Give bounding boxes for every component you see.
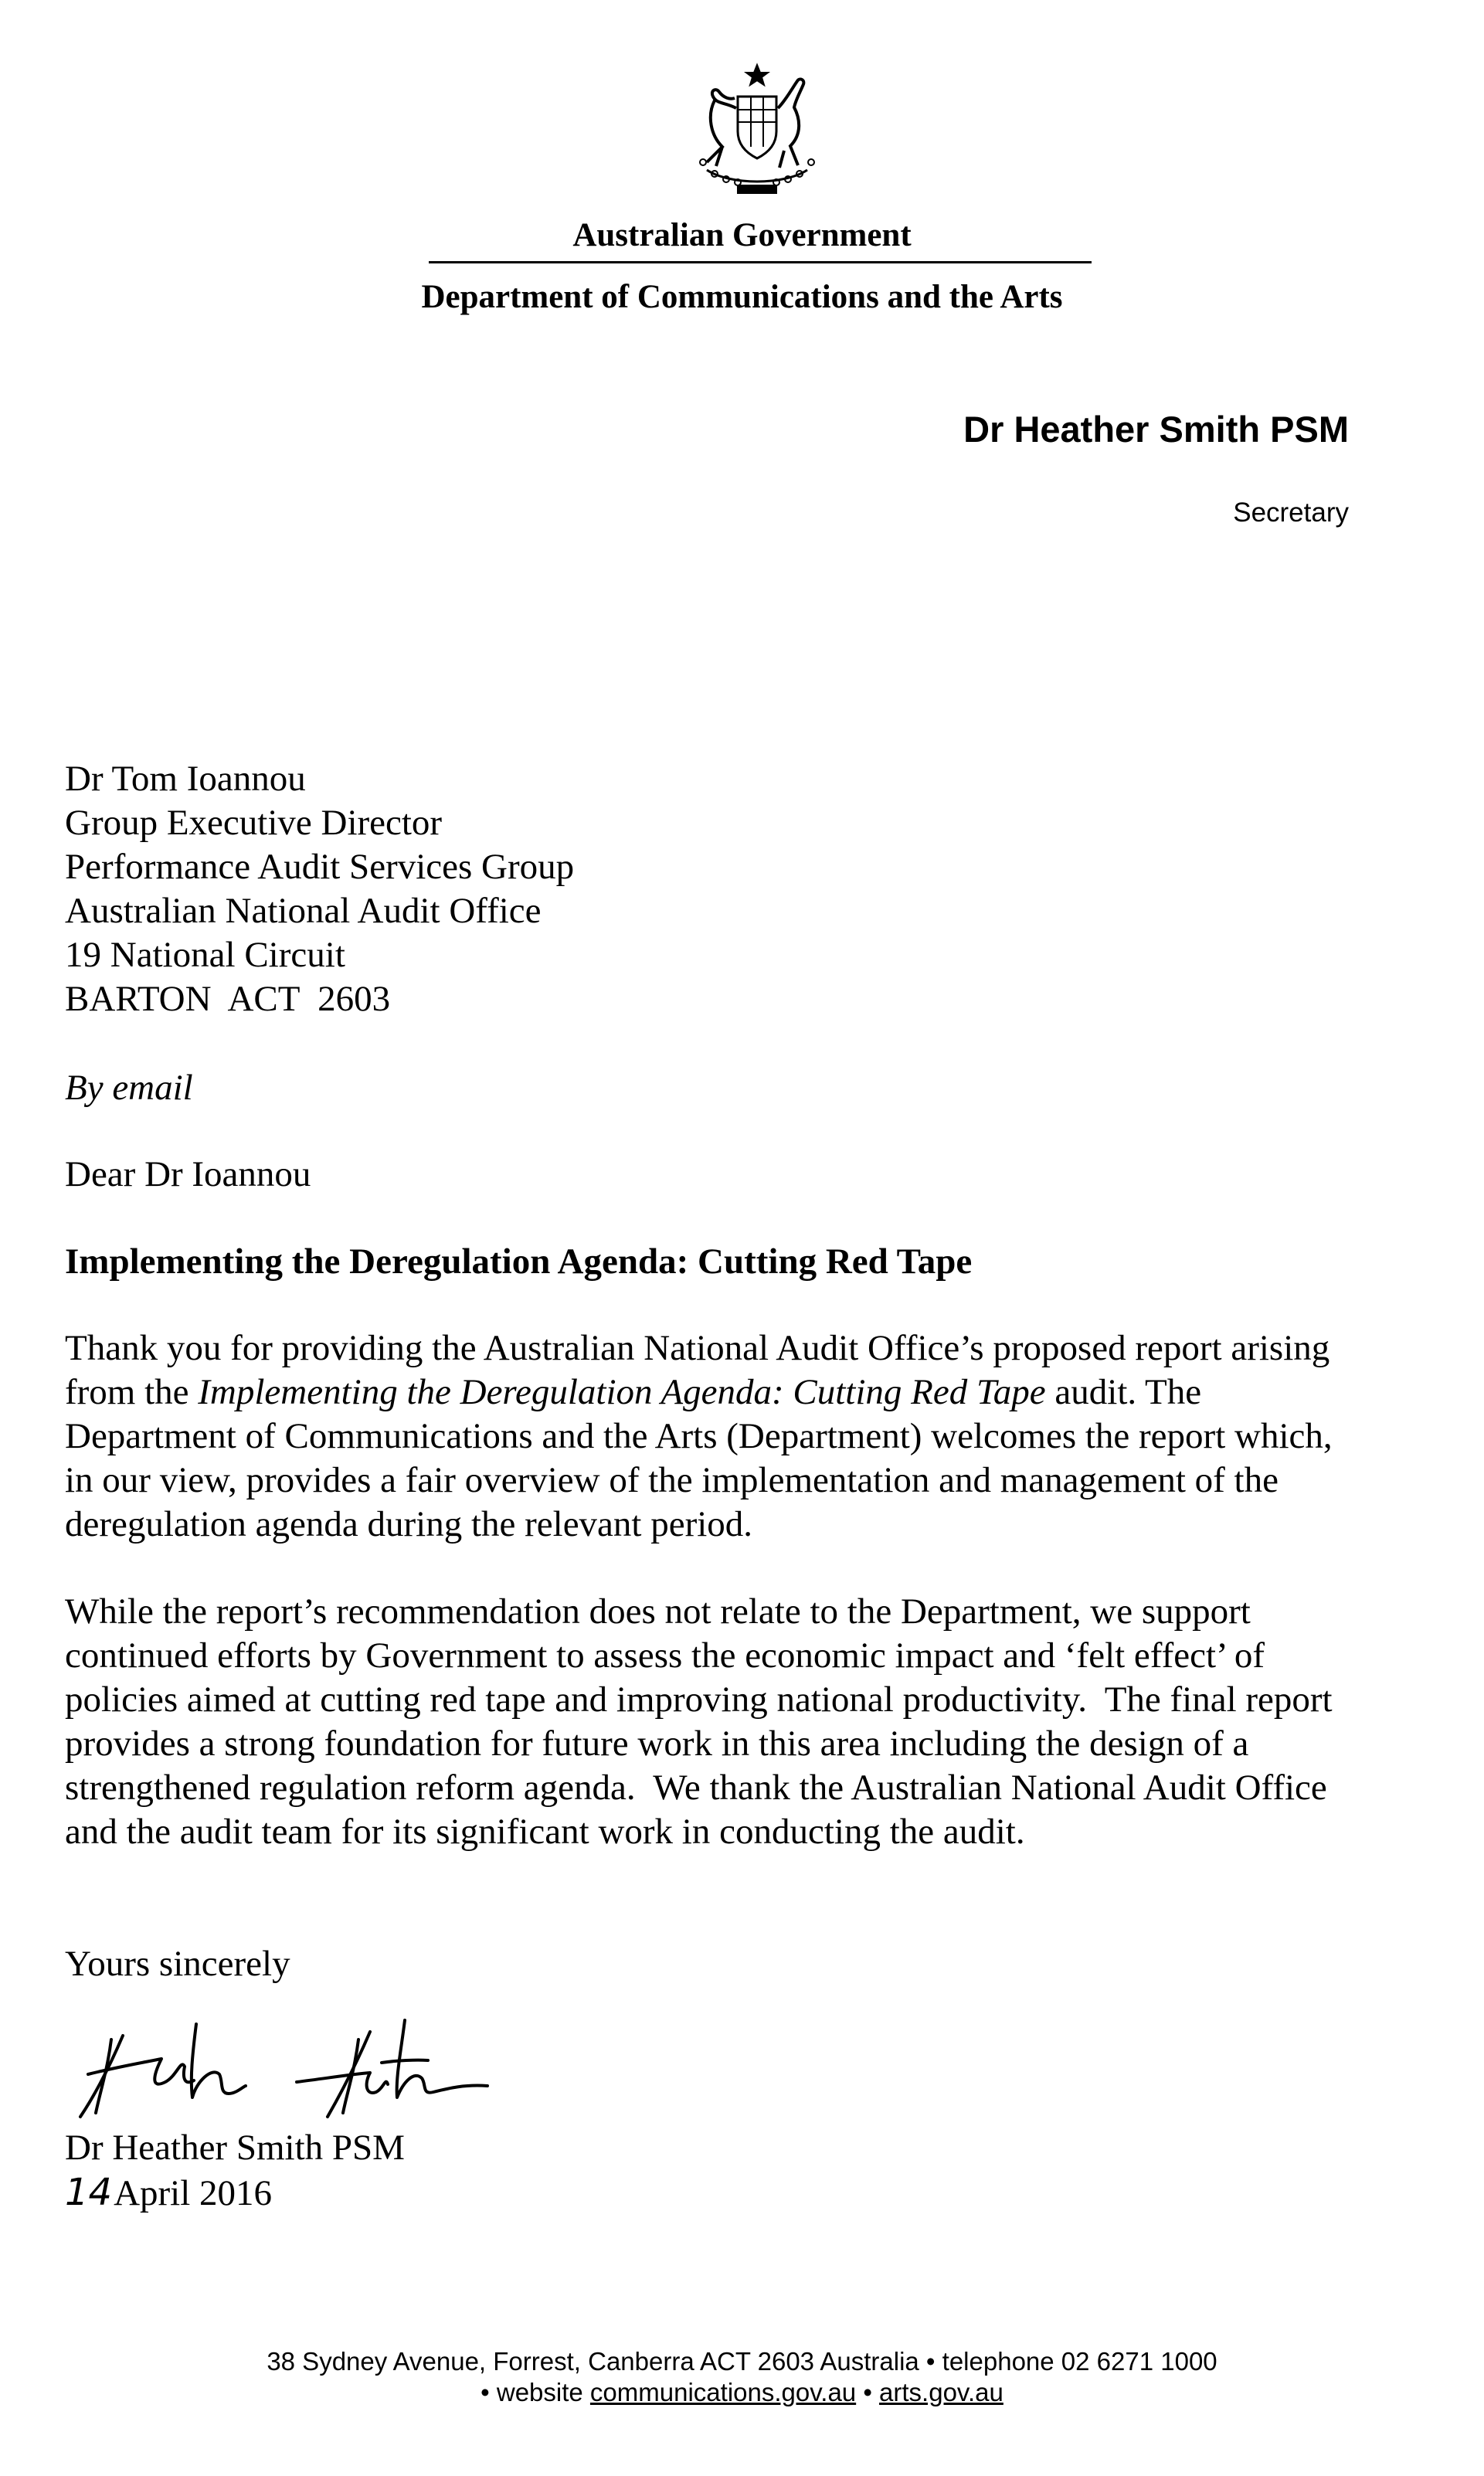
paragraph-line	[65, 1370, 1425, 1415]
website-label: • website	[481, 2378, 590, 2406]
paragraph-line: and the audit team for its significant work in conducting the audit.	[65, 1812, 1025, 1852]
coat-of-arms-icon	[660, 62, 854, 209]
sender-name: Dr Heather Smith PSM	[963, 409, 1349, 450]
signatory-name: Dr Heather Smith PSM	[65, 2128, 405, 2168]
paragraph-line: deregulation agenda during the relevant period.	[65, 1504, 753, 1544]
letterhead-rule	[429, 261, 1092, 263]
closing: Yours sincerely	[65, 1944, 290, 1984]
delivery-method: By email	[65, 1068, 193, 1108]
signature-date	[65, 2171, 272, 2216]
recipient-line: Australian National Audit Office	[65, 891, 542, 931]
salutation: Dear Dr Ioannou	[65, 1154, 311, 1194]
body-paragraph-2	[65, 1590, 1425, 1854]
report-title-italic: Implementing the Deregulation Agenda: Cutting Red Tape	[198, 1372, 1046, 1412]
recipient-line: 19 National Circuit	[65, 935, 345, 975]
recipient-line: BARTON ACT 2603	[65, 979, 391, 1019]
sender-title: Secretary	[1233, 498, 1349, 528]
text-run: from the	[65, 1372, 199, 1412]
website-link-arts[interactable]: arts.gov.au	[879, 2378, 1003, 2406]
handwritten-day: 14	[65, 2171, 113, 2214]
paragraph-line: in our view, provides a fair overview of the implementation and management of the	[65, 1460, 1279, 1500]
recipient-address	[65, 757, 574, 1021]
footer-address: 38 Sydney Avenue, Forrest, Canberra ACT 2603 Australia • telephone 02 6271 1000	[267, 2347, 1217, 2376]
subject-line: Implementing the Deregulation Agenda: Cutting Red Tape	[65, 1241, 973, 1282]
footer-separator: •	[856, 2378, 880, 2406]
paragraph-line: continued efforts by Government to assess the economic impact and ‘felt effect’ of	[65, 1635, 1265, 1676]
text-run: audit. The	[1045, 1372, 1202, 1412]
government-name: Australian Government	[572, 217, 912, 253]
paragraph-line: Thank you for providing the Australian National Audit Office’s proposed report arising	[65, 1328, 1330, 1368]
date-month-year: April 2016	[114, 2173, 273, 2213]
department-name: Department of Communications and the Arts	[421, 279, 1063, 315]
paragraph-line: While the report’s recommendation does not relate to the Department, we support	[65, 1591, 1251, 1632]
recipient-line: Dr Tom Ioannou	[65, 759, 306, 799]
website-link-communications[interactable]: communications.gov.au	[589, 2378, 857, 2406]
paragraph-line: provides a strong foundation for future work in this area including the design of a	[65, 1724, 1249, 1764]
recipient-line: Group Executive Director	[65, 803, 443, 843]
recipient-line: Performance Audit Services Group	[65, 847, 575, 887]
body-paragraph-1	[65, 1326, 1425, 1547]
paragraph-line: policies aimed at cutting red tape and improving national productivity. The final report	[65, 1680, 1333, 1720]
signature	[65, 2009, 497, 2124]
paragraph-line: Department of Communications and the Arts (Department) welcomes the report which,	[65, 1416, 1333, 1456]
footer-websites	[0, 2377, 1484, 2408]
paragraph-line: strengthened regulation reform agenda. We thank the Australian National Audit Office	[65, 1768, 1327, 1808]
